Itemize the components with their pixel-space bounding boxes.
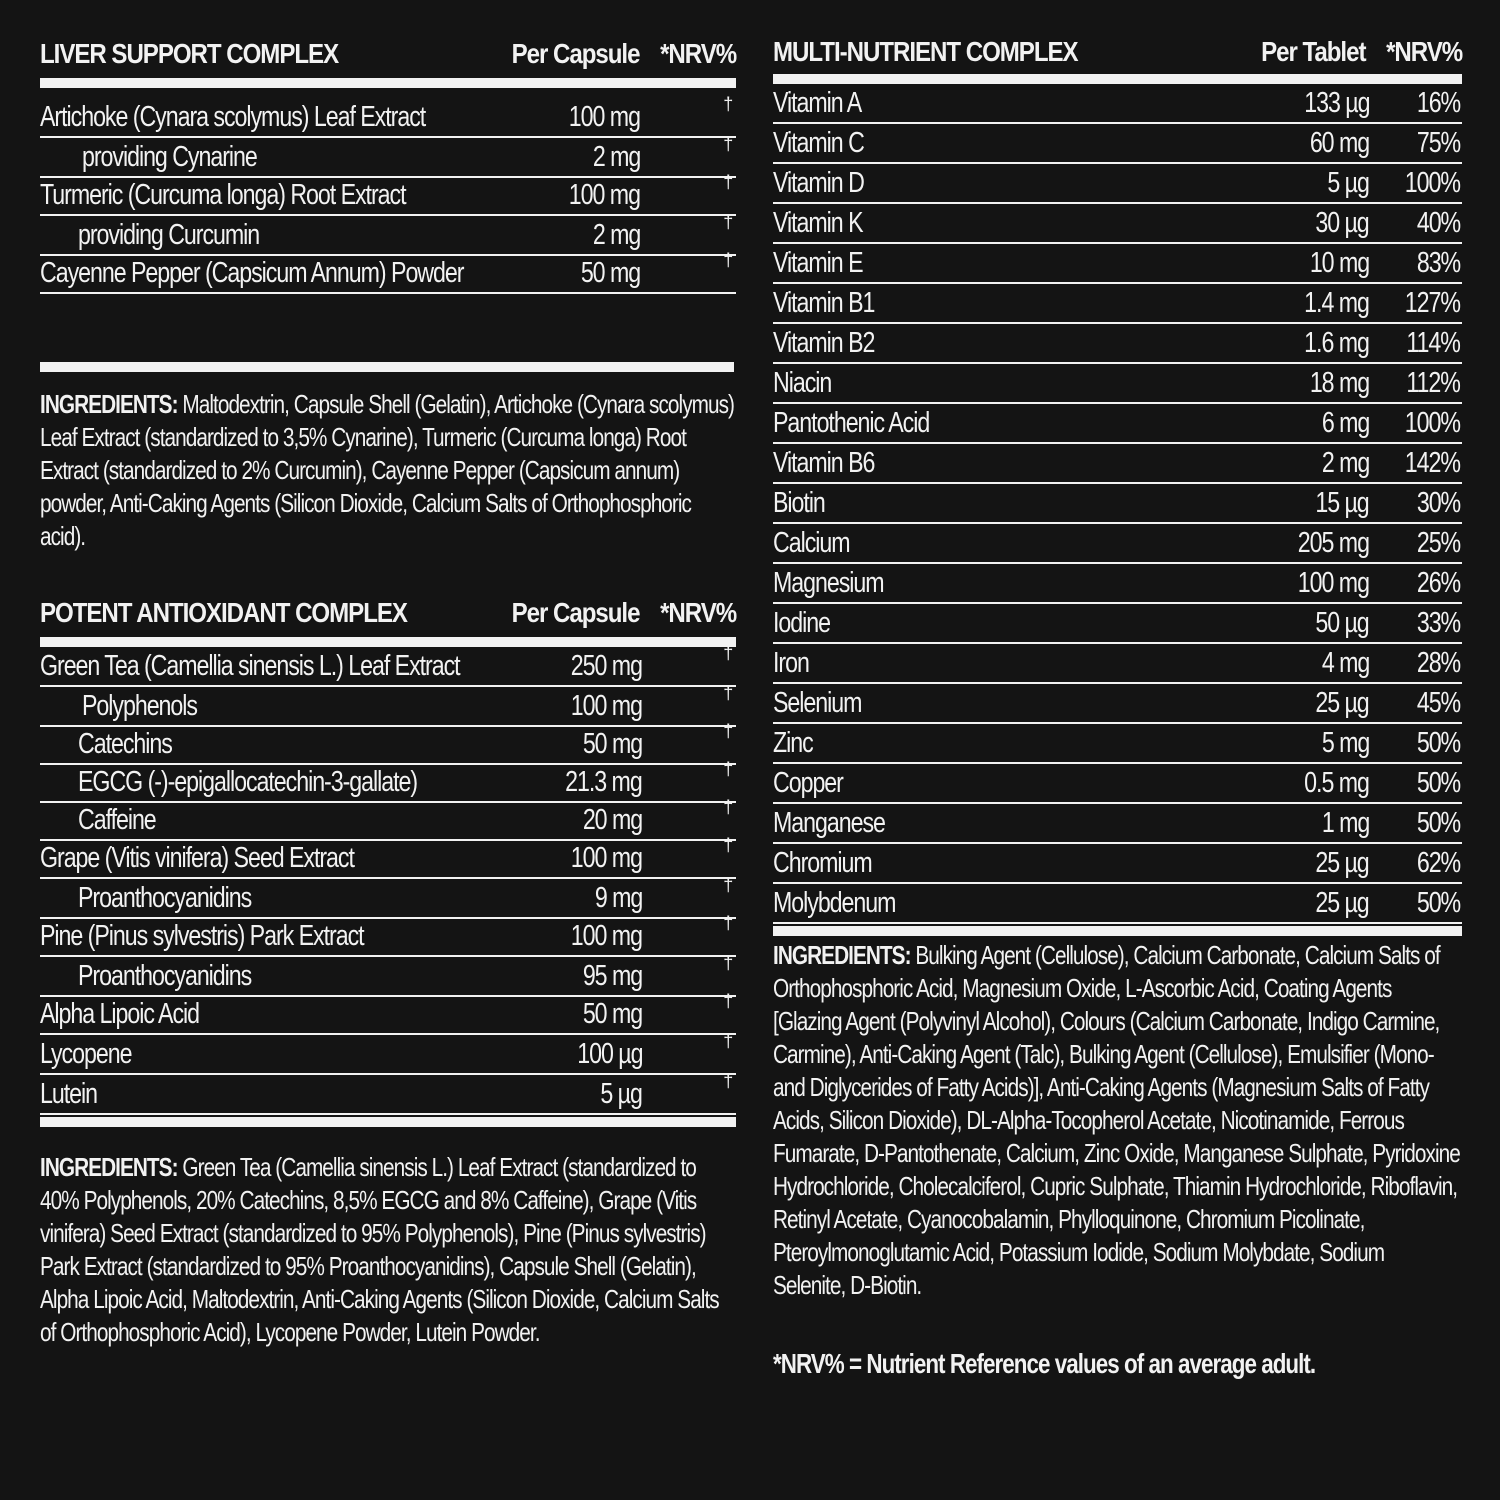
multi-row-amount: 2 mg [1321,447,1369,479]
multi-row-nrv: 127% [1404,287,1460,319]
multi-row-name: Vitamin C [773,127,864,159]
liver-ingredients-text: Maltodextrin, Capsule Shell (Gelatin), Artichoke (Cynara scolymus) Leaf Extract (standardized to 3,5% Cynarine), Turmeric (Curcuma longa) Root Extract (standardized to 2% Curcumin), Cayenne Pepper (Capsicum annum) powder, Anti-Caking Agents (Silicon Dioxide, Calcium Salts of Orthophosphoric acid). [40,389,735,551]
antioxidant-row-amount: 9 mg [594,882,642,914]
multi-row-amount: 15 µg [1315,487,1369,519]
multi-row [773,324,1462,364]
antioxidant-row [40,721,736,763]
antioxidant-table-header [40,593,736,633]
multi-row [773,164,1462,204]
multi-nutrient-table [773,32,1462,936]
liver-header-rule [40,78,736,88]
antioxidant-row-amount: 100 mg [570,920,642,952]
multi-row-amount: 18 mg [1309,367,1369,399]
liver-row-name: providing Curcumin [78,219,260,251]
liver-row-amount: 50 mg [580,257,640,289]
multi-row-name: Chromium [773,847,872,879]
multi-row-nrv: 50% [1416,887,1460,919]
multi-row-amount: 1 mg [1321,807,1369,839]
liver-row-nrv: † [723,134,732,154]
antioxidant-row-name: Pine (Pinus sylvestris) Park Extract [40,920,364,952]
liver-table-title: LIVER SUPPORT COMPLEX [40,38,339,69]
multi-row [773,124,1462,164]
liver-row-amount: 2 mg [592,141,640,173]
multi-row [773,84,1462,124]
antioxidant-row [40,1031,736,1075]
antioxidant-ingredients [40,1151,734,1349]
multi-row-name: Copper [773,767,843,799]
multi-row-nrv: 30% [1416,487,1460,519]
multi-row [773,404,1462,444]
multi-row-amount: 1.6 mg [1304,327,1369,359]
multi-row-amount: 205 mg [1297,527,1369,559]
multi-row-name: Iodine [773,607,830,639]
antioxidant-row-nrv: † [723,913,732,933]
multi-row-nrv: 33% [1416,607,1460,639]
multi-row-name: Pantothenic Acid [773,407,930,439]
antioxidant-row-amount: 21.3 mg [565,766,642,798]
multi-row-amount: 1.4 mg [1304,287,1369,319]
antioxidant-row-amount: 50 mg [582,728,642,760]
antioxidant-row-nrv: † [723,835,732,855]
liver-nrv-label: *NRV% [660,38,737,69]
multi-row [773,764,1462,804]
multi-row [773,204,1462,244]
liver-table-header [40,34,736,74]
antioxidant-bottom-rule [40,1117,736,1127]
liver-bottom-rule [40,362,734,372]
liver-per-capsule-label: Per Capsule [511,38,640,69]
antioxidant-row-nrv: † [723,797,732,817]
liver-ingredients-label: INGREDIENTS: [40,389,178,419]
multi-row-amount: 100 mg [1297,567,1369,599]
liver-row-nrv: † [723,250,732,270]
multi-row-nrv: 50% [1416,727,1460,759]
antioxidant-row-amount: 100 µg [576,1038,642,1070]
multi-row-amount: 6 mg [1321,407,1369,439]
multi-row-name: Vitamin B6 [773,447,875,479]
liver-support-table [40,34,736,294]
antioxidant-row [40,913,736,957]
multi-row-nrv: 83% [1416,247,1460,279]
antioxidant-row-nrv: † [723,643,732,663]
liver-row-amount: 100 mg [568,101,640,133]
antioxidant-row-amount: 50 mg [582,998,642,1030]
liver-ingredients [40,388,734,553]
antioxidant-row [40,875,736,917]
antioxidant-row-name: Alpha Lipoic Acid [40,998,200,1030]
multi-row-nrv: 26% [1416,567,1460,599]
antioxidant-row-amount: 20 mg [582,804,642,836]
antioxidant-row-amount: 95 mg [582,960,642,992]
multi-row [773,564,1462,604]
multi-row-name: Niacin [773,367,832,399]
antioxidant-row-amount: 5 µg [600,1078,642,1110]
multi-table-title: MULTI-NUTRIENT COMPLEX [773,36,1078,67]
liver-row [40,250,736,294]
multi-row-amount: 25 µg [1315,847,1369,879]
antioxidant-row-nrv: † [723,1031,732,1051]
antioxidant-row-nrv: † [723,721,732,741]
antioxidant-row [40,953,736,995]
multi-row-amount: 4 mg [1321,647,1369,679]
antioxidant-row [40,835,736,879]
antioxidant-row-nrv: † [723,875,732,895]
liver-row-amount: 100 mg [568,179,640,211]
antioxidant-row-nrv: † [723,953,732,973]
multi-row [773,884,1462,924]
liver-row [40,172,736,216]
multi-row-nrv: 112% [1406,367,1460,399]
antioxidant-row-amount: 100 mg [570,690,642,722]
multi-row-nrv: 50% [1416,767,1460,799]
antioxidant-row-name: Caffeine [78,804,156,836]
antioxidant-row [40,797,736,839]
antioxidant-row-name: EGCG (-)-epigallocatechin-3-gallate) [78,766,418,798]
antioxidant-row-name: Proanthocyanidins [78,882,252,914]
antioxidant-nrv-label: *NRV% [660,597,737,628]
multi-ingredients-label: INGREDIENTS: [773,940,911,970]
multi-row-name: Vitamin K [773,207,863,239]
multi-row-name: Selenium [773,687,862,719]
antioxidant-header-rule [40,637,736,647]
antioxidant-row-name: Proanthocyanidins [78,960,252,992]
multi-row-nrv: 100% [1404,167,1460,199]
antioxidant-table [40,593,736,1127]
liver-rows [40,94,736,294]
multi-row-name: Vitamin D [773,167,864,199]
multi-row-name: Vitamin E [773,247,863,279]
liver-row-name: Artichoke (Cynara scolymus) Leaf Extract [40,101,426,133]
antioxidant-row [40,643,736,687]
multi-row [773,724,1462,764]
multi-row-name: Vitamin B1 [773,287,875,319]
multi-row-name: Molybdenum [773,887,896,919]
multi-row [773,684,1462,724]
antioxidant-table-title: POTENT ANTIOXIDANT COMPLEX [40,597,407,628]
multi-row [773,284,1462,324]
antioxidant-row-name: Green Tea (Camellia sinensis L.) Leaf Extract [40,650,460,682]
multi-row-amount: 0.5 mg [1304,767,1369,799]
liver-row-name: Turmeric (Curcuma longa) Root Extract [40,179,406,211]
nrv-footnote: *NRV% = Nutrient Reference values of an average adult. [773,1348,1316,1379]
multi-row-nrv: 62% [1416,847,1460,879]
multi-row-name: Calcium [773,527,850,559]
multi-row-amount: 25 µg [1315,887,1369,919]
multi-nrv-label: *NRV% [1386,36,1463,67]
multi-row-name: Zinc [773,727,813,759]
multi-bottom-rule [773,926,1462,936]
multi-row-amount: 5 mg [1321,727,1369,759]
antioxidant-row-name: Grape (Vitis vinifera) Seed Extract [40,842,354,874]
multi-row-name: Manganese [773,807,885,839]
multi-row-nrv: 50% [1416,807,1460,839]
antioxidant-row-name: Lycopene [40,1038,132,1070]
antioxidant-row-name: Lutein [40,1078,97,1110]
antioxidant-row-nrv: † [723,991,732,1011]
antioxidant-row [40,1071,736,1115]
multi-row-nrv: 16% [1416,87,1460,119]
liver-row-nrv: † [723,172,732,192]
multi-row [773,604,1462,644]
liver-row [40,94,736,138]
multi-row [773,844,1462,884]
liver-row-amount: 2 mg [592,219,640,251]
antioxidant-row [40,683,736,725]
multi-row-nrv: 100% [1404,407,1460,439]
multi-per-tablet-label: Per Tablet [1261,36,1366,67]
multi-ingredients-text: Bulking Agent (Cellulose), Calcium Carbonate, Calcium Salts of Orthophosphoric Acid, Magnesium Oxide, L-Ascorbic Acid, Coating Agents [Glazing Agent (Polyvinyl Alcohol), Colours (Calcium Carbonate, Indigo Carmine, Carmine), Anti-Caking Agent (Talc), Bulking Agent (Cellulose), Emulsifier (Mono-and Diglycerides of Fatty Acids)], Anti-Caking Agents (Magnesium Salts of Fatty Acids, Silicon Dioxide), DL-Alpha-Tocopherol Acetate, Nicotinamide, Ferrous Fumarate, D-Pantothenate, Calcium, Zinc Oxide, Manganese Sulphate, Pyridoxine Hydrochloride, Cholecalciferol, Cupric Sulphate, Thiamin Hydrochloride, Riboflavin, Retinyl Acetate, Cyanocobalamin, Phylloquinone, Chromium Picolinate, Pteroylmonoglutamic Acid, Potassium Iodide, Sodium Molybdate, Sodium Selenite, D-Biotin. [773,940,1460,1300]
multi-row-nrv: 28% [1416,647,1460,679]
antioxidant-row-name: Polyphenols [82,690,197,722]
multi-row-nrv: 45% [1416,687,1460,719]
multi-row-amount: 5 µg [1327,167,1369,199]
multi-row-amount: 60 mg [1309,127,1369,159]
antioxidant-row [40,759,736,801]
antioxidant-row-amount: 100 mg [570,842,642,874]
multi-row-nrv: 75% [1416,127,1460,159]
multi-row [773,364,1462,404]
multi-row-amount: 50 µg [1315,607,1369,639]
multi-row-nrv: 114% [1406,327,1460,359]
multi-row-nrv: 40% [1416,207,1460,239]
multi-row-amount: 25 µg [1315,687,1369,719]
multi-table-header [773,32,1462,72]
liver-row-nrv: † [723,94,732,114]
multi-ingredients [773,939,1461,1302]
antioxidant-per-capsule-label: Per Capsule [511,597,640,628]
liver-row-nrv: † [723,212,732,232]
multi-row-name: Vitamin A [773,87,862,119]
multi-header-rule [773,74,1462,84]
multi-row [773,444,1462,484]
antioxidant-row-nrv: † [723,1071,732,1091]
antioxidant-rows [40,643,736,1115]
multi-row-name: Biotin [773,487,825,519]
multi-rows [773,84,1462,924]
liver-row-name: providing Cynarine [82,141,257,173]
multi-row-name: Magnesium [773,567,884,599]
antioxidant-row-nrv: † [723,683,732,703]
liver-row [40,212,736,254]
antioxidant-ingredients-text: Green Tea (Camellia sinensis L.) Leaf Extract (standardized to 40% Polyphenols, 20% Catechins, 8,5% EGCG and 8% Caffeine), Grape (Vitis vinifera) Seed Extract (standardized to 95% Polyphenols), Pine (Pinus sylvestris) Park Extract (standardized to 95% Proanthocyanidins), Capsule Shell (Gelatin), Alpha Lipoic Acid, Maltodextrin, Anti-Caking Agents (Silicon Dioxide, Calcium Salts of Orthophosphoric Acid), Lycopene Powder, Lutein Powder. [40,1152,719,1347]
multi-row [773,484,1462,524]
multi-row [773,804,1462,844]
multi-row-amount: 30 µg [1315,207,1369,239]
liver-row [40,134,736,176]
liver-row-name: Cayenne Pepper (Capsicum Annum) Powder [40,257,464,289]
antioxidant-row [40,991,736,1035]
antioxidant-row-nrv: † [723,759,732,779]
antioxidant-row-name: Catechins [78,728,172,760]
multi-row-name: Iron [773,647,809,679]
multi-row-amount: 10 mg [1309,247,1369,279]
multi-row-amount: 133 µg [1303,87,1369,119]
multi-row [773,244,1462,284]
multi-row-nrv: 25% [1416,527,1460,559]
multi-row [773,644,1462,684]
multi-row-nrv: 142% [1404,447,1460,479]
multi-row-name: Vitamin B2 [773,327,875,359]
multi-row [773,524,1462,564]
antioxidant-row-amount: 250 mg [570,650,642,682]
antioxidant-ingredients-label: INGREDIENTS: [40,1152,178,1182]
